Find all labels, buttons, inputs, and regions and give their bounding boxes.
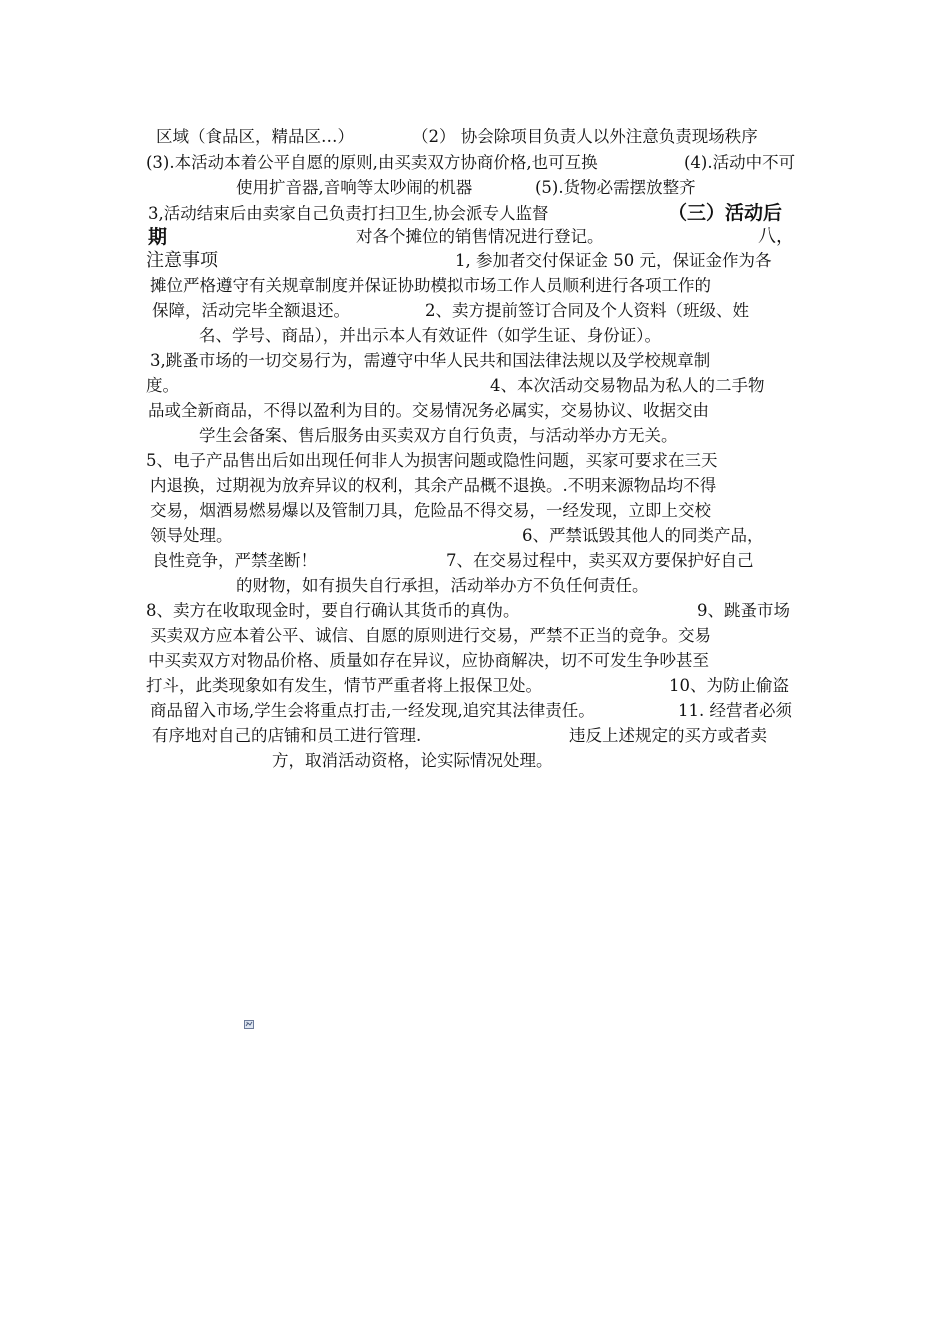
rule-8: 8、卖方在收取现金时，要自行确认其货币的真伪。 xyxy=(146,601,520,620)
rule-2-end: 名、学号、商品），并出示本人有效证件（如学生证、身份证）。 xyxy=(199,326,661,345)
text-line-10 xyxy=(0,348,950,374)
text-line-12 xyxy=(0,398,950,424)
rule-3-end: 度。 xyxy=(146,376,179,395)
broken-image-icon xyxy=(244,1020,254,1029)
text-item-cleanup: 3,活动结束后由卖家自己负责打扫卫生,协会派专人监督 xyxy=(148,204,549,223)
text-area-zone: 区域（食品区，精品区…） xyxy=(156,127,354,146)
text-line-25 xyxy=(0,723,950,749)
text-line-13 xyxy=(0,423,950,449)
text-item-4-end: 使用扩音器,音响等太吵闹的机器 xyxy=(236,178,473,197)
text-line-21 xyxy=(0,623,950,649)
text-line-14 xyxy=(0,448,950,474)
rule-5-continued: 交易，烟酒易燃易爆以及管制刀具，危险品不得交易，一经发现，立即上交校 xyxy=(150,501,711,520)
rule-9-continued: 中买卖双方对物品价格、质量如存在异议，应协商解决，切不可发生争吵甚至 xyxy=(148,651,709,670)
rule-9-start: 9、跳蚤市场 xyxy=(697,601,790,620)
text-line-18 xyxy=(0,548,950,574)
text-line-9 xyxy=(0,323,950,349)
rule-9-end: 打斗，此类现象如有发生，情节严重者将上报保卫处。 xyxy=(146,676,542,695)
text-registration: 对各个摊位的销售情况进行登记。 xyxy=(356,227,604,246)
rule-5-end: 领导处理。 xyxy=(150,526,233,545)
text-line-1 xyxy=(0,124,950,150)
text-line-15 xyxy=(0,473,950,499)
text-line-19 xyxy=(0,573,950,599)
rule-5-start: 5、电子产品售出后如出现任何非人为损害问题或隐性问题，买家可要求在三天 xyxy=(146,451,718,470)
section-heading-3-start: （三）活动后 xyxy=(668,202,783,224)
text-line-11 xyxy=(0,373,950,399)
text-line-26 xyxy=(0,748,950,774)
text-line-6 xyxy=(0,248,950,274)
rule-9-middle: 买卖双方应本着公平、诚信、自愿的原则进行交易，严禁不正当的竞争。交易 xyxy=(150,626,711,645)
rule-2-start: 2、卖方提前签订合同及个人资料（班级、姓 xyxy=(425,301,749,320)
text-line-7 xyxy=(0,273,950,299)
text-line-23 xyxy=(0,673,950,699)
violation-notice-start: 违反上述规定的买方或者卖 xyxy=(569,726,767,745)
rule-11-start: 11. 经营者必须 xyxy=(678,701,792,720)
text-line-20 xyxy=(0,598,950,624)
text-item-5: (5).货物必需摆放整齐 xyxy=(535,178,696,197)
text-line-8 xyxy=(0,298,950,324)
text-item-3: (3).本活动本着公平自愿的原则,由买卖双方协商价格,也可互换 xyxy=(146,153,598,172)
text-line-22 xyxy=(0,648,950,674)
text-line-17 xyxy=(0,523,950,549)
violation-notice-end: 方，取消活动资格，论实际情况处理。 xyxy=(272,751,553,770)
rule-7-end: 的财物，如有损失自行承担，活动举办方不负任何责任。 xyxy=(236,576,649,595)
text-item-4-start: (4).活动中不可 xyxy=(684,153,796,172)
text-line-3 xyxy=(0,175,950,201)
text-line-5 xyxy=(0,224,950,250)
rule-4-start: 4、本次活动交易物品为私人的二手物 xyxy=(490,376,765,395)
rule-1-end: 保障，活动完毕全额退还。 xyxy=(152,301,350,320)
rule-10-end: 商品留入市场,学生会将重点打击,一经发现,追究其法律责任。 xyxy=(150,701,595,720)
text-line-16 xyxy=(0,498,950,524)
text-line-2 xyxy=(0,150,950,176)
text-item-2: （2） 协会除项目负责人以外注意负责现场秩序 xyxy=(412,127,758,146)
rule-7-start: 7、在交易过程中，卖买双方要保护好自己 xyxy=(446,551,754,570)
rule-6-end: 良性竞争，严禁垄断！ xyxy=(152,551,317,570)
rule-1-middle: 摊位严格遵守有关规章制度并保证协助模拟市场工作人员顺利进行各项工作的 xyxy=(150,276,711,295)
rule-10-start: 10、为防止偷盗 xyxy=(669,676,789,695)
section-heading-3-end: 期 xyxy=(148,226,168,248)
rule-3-start: 3,跳蚤市场的一切交易行为，需遵守中华人民共和国法律法规以及学校规章制 xyxy=(150,351,711,370)
section-heading-8: 注意事项 xyxy=(146,250,218,271)
rule-5-middle: 内退换，过期视为放弃异议的权利，其余产品概不退换。.不明来源物品均不得 xyxy=(150,476,717,495)
rule-4-end: 学生会备案、售后服务由买卖双方自行负责，与活动举办方无关。 xyxy=(199,426,678,445)
rule-1-start: 1, 参加者交付保证金 50 元，保证金作为各 xyxy=(455,251,772,270)
rule-4-middle: 品或全新商品，不得以盈利为目的。交易情况务必属实，交易协议、收据交由 xyxy=(148,401,709,420)
rule-11-end: 有序地对自己的店铺和员工进行管理. xyxy=(152,726,422,745)
rule-6-start: 6、严禁诋毁其他人的同类产品， xyxy=(522,526,764,545)
text-line-24 xyxy=(0,698,950,724)
section-number-8: 八， xyxy=(758,226,794,247)
